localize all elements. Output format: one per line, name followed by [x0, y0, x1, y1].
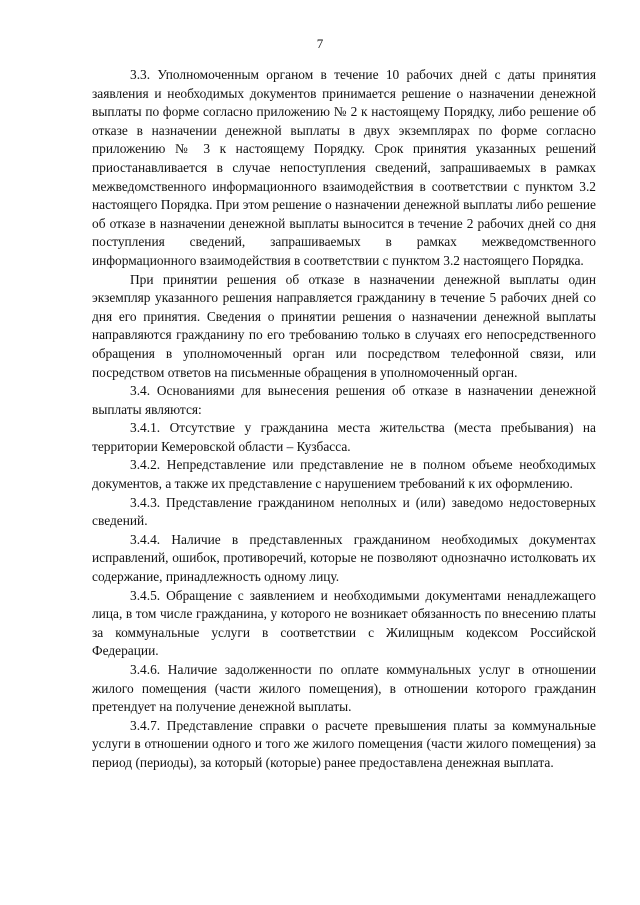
- paragraph-3-4-4: 3.4.4. Наличие в представленных гражданином необходимых документах исправлений, ошибок, противоречий, которые не позволяют однозначно истолковать их содержание, принадлежность одному лицу.: [92, 531, 596, 585]
- page-number: 7: [316, 36, 324, 51]
- paragraph-3-4-7: 3.4.7. Представление справки о расчете превышения платы за коммунальные услуги в отношении одного и того же жилого помещения (части жилого помещения) за период (периоды), за который (которые) ранее предоставлена денежная выплата.: [92, 717, 596, 770]
- paragraph-refusal-notice: При принятии решения об отказе в назначении денежной выплаты один экземпляр указанного решения направляется гражданину в течение 5 рабочих дней со дня его принятия. Сведения о принятии решения о назначении денежной выплаты направляются гражданину по его требованию только в случаях его непосредственного обращения в уполномоченный орган или посредством телефонной связи, или посредством ответов на письменные обращения в уполномоченный орган.: [92, 271, 596, 380]
- paragraph-3-4: 3.4. Основаниями для вынесения решения об отказе в назначении денежной выплаты являются:: [92, 383, 596, 417]
- paragraph-3-4-1: 3.4.1. Отсутствие у гражданина места жительства (места пребывания) на территории Кемеровской области – Кузбасса.: [92, 420, 596, 454]
- paragraph-3-3: 3.3. Уполномоченным органом в течение 10 рабочих дней с даты принятия заявления и необходимых документов принимается решение о назначении денежной выплаты по форме согласно приложению № 2 к настоящему Порядку, либо решение об отказе в назначении денежной выплаты в двух экземплярах по форме согласно приложению № 3 к настоящему Порядку. Срок принятия указанных решений приостанавливается в случае непоступления сведений, запрашиваемых в рамках межведомственного информационного взаимодействия в соответствии с пунктом 3.2 настоящего Порядка. При этом решение о назначении денежной выплаты либо решение об отказе в назначении денежной выплаты выносится в течение 2 рабочих дней со дня поступления сведений, запрашиваемых в рамках межведомственного информационного взаимодействия в соответствии с пунктом 3.2 настоящего Порядка.: [92, 67, 596, 268]
- paragraph-3-4-6: 3.4.6. Наличие задолженности по оплате коммунальных услуг в отношении жилого помещения (части жилого помещения), в отношении которого гражданин претендует на получение денежной выплаты.: [92, 662, 596, 715]
- document-body: [92, 66, 596, 773]
- paragraph-3-4-2: 3.4.2. Непредставление или представление не в полном объеме необходимых документов, а также их представление с нарушением требований к их оформлению.: [92, 457, 596, 492]
- paragraph-3-4-3: 3.4.3. Представление гражданином неполных и (или) заведомо недостоверных сведений.: [92, 494, 596, 529]
- paragraph-3-4-5: 3.4.5. Обращение с заявлением и необходимыми документами ненадлежащего лица, в том числе гражданина, у которого не возникает обязанность по внесению платы за коммунальные услуги в соответствии с Жилищным кодексом Российской Федерации.: [92, 587, 596, 659]
